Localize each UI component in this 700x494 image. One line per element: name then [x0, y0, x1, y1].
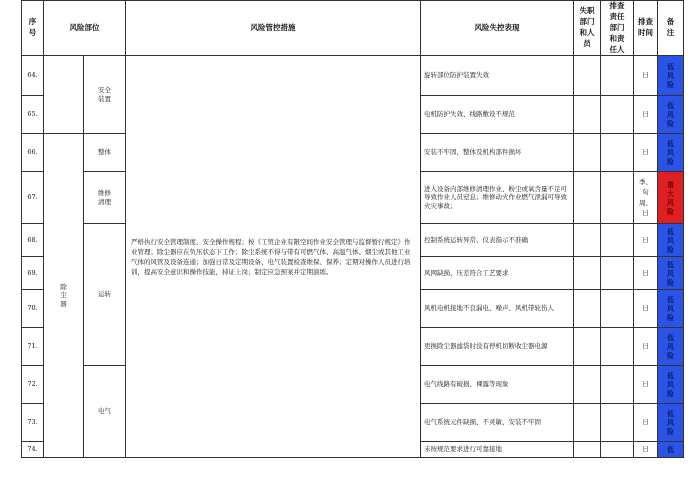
- check-dept-cell: [601, 56, 634, 96]
- header-risk-part: 风险部位: [44, 1, 126, 56]
- dept-cell: [574, 404, 601, 442]
- check-dept-cell: [601, 134, 634, 172]
- manifestation-text: 未按规范要求进行可靠接地: [421, 442, 574, 458]
- dept-cell: [574, 224, 601, 257]
- manifestation-text: 旋转部位防护装置失效: [421, 56, 574, 96]
- check-dept-cell: [601, 96, 634, 134]
- check-dept-cell: [601, 328, 634, 366]
- risk-level-badge: 低风险: [658, 56, 684, 96]
- sub-operation: 运转: [84, 224, 126, 366]
- dept-cell: [574, 96, 601, 134]
- row-no: 69.: [22, 257, 44, 290]
- dept-cell: [574, 257, 601, 290]
- header-check-dept: 排查责任部门和责任人: [601, 1, 634, 56]
- row-no: 70.: [22, 290, 44, 328]
- sub-electric: 电气: [84, 366, 126, 458]
- row-no: 71.: [22, 328, 44, 366]
- row-no: 67.: [22, 172, 44, 224]
- dept-cell: [574, 290, 601, 328]
- sub-safety: 安全装置: [84, 56, 126, 134]
- manifestation-text: 更换除尘器滤袋时没有停机切断收尘器电源: [421, 328, 574, 366]
- check-time: 季、旬周、日: [634, 172, 658, 224]
- manifestation-text: 安装不牢固，整体及机构部件损坏: [421, 134, 574, 172]
- header-remark: 备注: [658, 1, 684, 56]
- row-no: 68.: [22, 224, 44, 257]
- risk-level-badge: 低风险: [658, 224, 684, 257]
- table-row: [22, 56, 684, 96]
- risk-level-badge: 低: [658, 442, 684, 458]
- risk-level-badge: 低风险: [658, 404, 684, 442]
- manifestation-text: 电机防护失效、线路敷设不规范: [421, 96, 574, 134]
- dept-cell: [574, 56, 601, 96]
- row-no: 73.: [22, 404, 44, 442]
- risk-level-badge: 低风险: [658, 257, 684, 290]
- header-no: 序号: [22, 1, 44, 56]
- risk-level-badge: 低风险: [658, 328, 684, 366]
- risk-level-badge: 低风险: [658, 134, 684, 172]
- check-dept-cell: [601, 290, 634, 328]
- measures-cell: 严格执行安全管理制度、安全操作规程；按《工贸企业有限空间作业安全管理与监督暂行规定》作业管理；除尘器应在负压状态下工作；除尘系统不得与带有可燃气体、高温气体、烟尘或其他工业气体的风管及设备连通；加强日常及定期设备、电气装置检查维保、保养；定期对操作人员进行培训，提高安全意识和操作技能，持证上岗；制定应急预案并定期演练。: [126, 56, 421, 458]
- check-time: 日: [634, 442, 658, 458]
- risk-table: [21, 0, 684, 458]
- row-no: 66.: [22, 134, 44, 172]
- header-manifestation: 风险失控表现: [421, 1, 574, 56]
- risk-level-badge: 低风险: [658, 96, 684, 134]
- row-no: 64.: [22, 56, 44, 96]
- manifestation-text: 控制系统运转异常、仪表指示不准确: [421, 224, 574, 257]
- check-time: 日: [634, 224, 658, 257]
- group-cell-upper: [44, 56, 84, 134]
- risk-level-badge: 低风险: [658, 290, 684, 328]
- header-measures: 风险管控措施: [126, 1, 421, 56]
- manifestation-text: 进入设备内部维修清理作业、粉尘或氧含量不足可导致作业人员窒息；维修动火作业燃气泄漏可导致火灾事故；: [421, 172, 574, 224]
- check-time: 日: [634, 96, 658, 134]
- check-time: 日: [634, 366, 658, 404]
- dept-cell: [574, 172, 601, 224]
- check-dept-cell: [601, 366, 634, 404]
- check-time: 日: [634, 404, 658, 442]
- risk-level-badge: 重大风险: [658, 172, 684, 224]
- manifestation-text: 风网缺损、压差符合工艺要求: [421, 257, 574, 290]
- risk-level-badge: 低风险: [658, 366, 684, 404]
- sub-maintenance: 维修清理: [84, 172, 126, 224]
- check-dept-cell: [601, 257, 634, 290]
- check-time: 日: [634, 328, 658, 366]
- dept-cell: [574, 442, 601, 458]
- row-no: 65.: [22, 96, 44, 134]
- row-no: 74.: [22, 442, 44, 458]
- header-check-time: 排查时间: [634, 1, 658, 56]
- manifestation-text: 电气线路有破损、裸露等现象: [421, 366, 574, 404]
- dept-cell: [574, 328, 601, 366]
- header-dept-person: 失职部门和人员: [574, 1, 601, 56]
- check-dept-cell: [601, 172, 634, 224]
- check-time: 日: [634, 257, 658, 290]
- check-dept-cell: [601, 404, 634, 442]
- check-time: 日: [634, 290, 658, 328]
- check-dept-cell: [601, 224, 634, 257]
- dept-cell: [574, 366, 601, 404]
- row-no: 72.: [22, 366, 44, 404]
- dept-cell: [574, 134, 601, 172]
- check-dept-cell: [601, 442, 634, 458]
- manifestation-text: 风机电机接地不良漏电、噪声、风机带轮伤人: [421, 290, 574, 328]
- sub-whole: 整体: [84, 134, 126, 172]
- manifestation-text: 电气系统元件缺损、不灵敏、安装不牢固: [421, 404, 574, 442]
- check-time: 日: [634, 56, 658, 96]
- group-dust-collector: 除尘器: [44, 134, 84, 458]
- header-row: [22, 1, 684, 56]
- check-time: 日: [634, 134, 658, 172]
